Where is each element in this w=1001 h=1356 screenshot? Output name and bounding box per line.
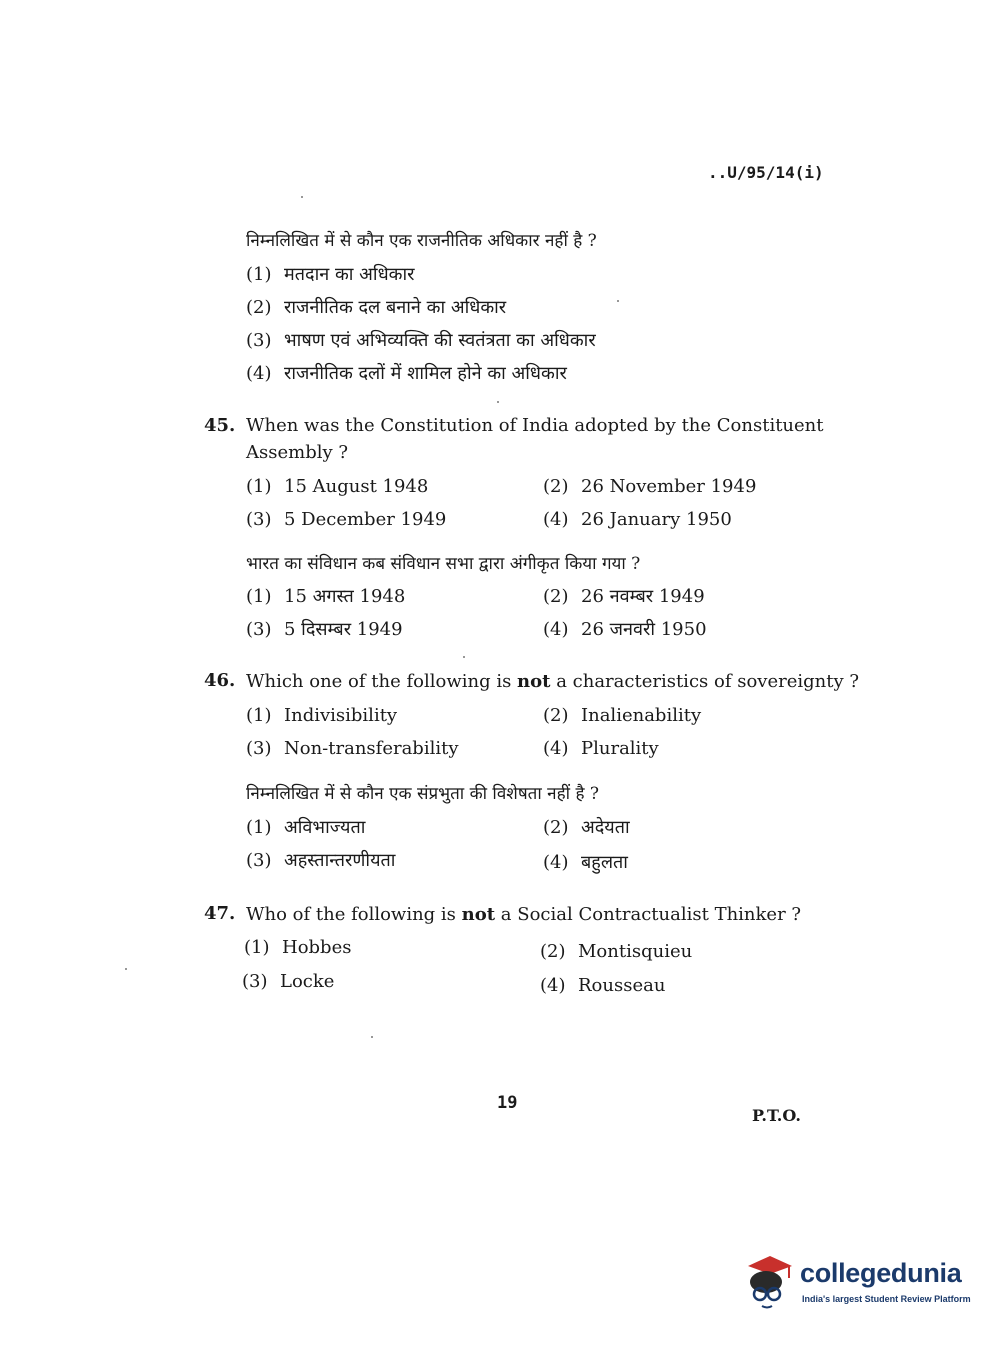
q46-option-2: (2) Inalienability	[543, 705, 702, 726]
scan-speck	[617, 300, 619, 302]
q45-hindi-question: भारत का संविधान कब संविधान सभा द्वारा अंगीकृत किया गया ?	[246, 554, 641, 574]
q45-number: 45.	[204, 415, 236, 436]
q46-hindi-question: निम्नलिखित में से कौन एक संप्रभुता की विशेषता नहीं है ?	[246, 784, 599, 804]
paper-code: ..U/95/14(i)	[708, 163, 824, 182]
q45-hindi-option-1: (1) 15 अगस्त 1948	[246, 586, 406, 607]
q45-option-2: (2) 26 November 1949	[543, 476, 757, 497]
q45-question-line1: When was the Constitution of India adopted by the Constituent	[246, 415, 824, 436]
mascot-icon	[740, 1252, 798, 1312]
q45-option-4: (4) 26 January 1950	[543, 509, 732, 530]
scan-speck	[463, 656, 465, 658]
q46-hindi-option-2: (2) अदेयता	[543, 817, 630, 838]
q44-hindi-option-4: (4) राजनीतिक दलों में शामिल होने का अधिकार	[246, 363, 567, 384]
q45-question-line2: Assembly ?	[246, 442, 349, 463]
scan-speck	[125, 968, 127, 970]
scan-speck	[497, 401, 499, 403]
q46-number: 46.	[204, 670, 236, 691]
q45-hindi-option-3: (3) 5 दिसम्बर 1949	[246, 619, 403, 640]
q44-hindi-question: निम्नलिखित में से कौन एक राजनीतिक अधिकार नहीं है ?	[246, 231, 597, 251]
q47-option-1: (1) Hobbes	[244, 937, 352, 958]
q44-hindi-option-2: (2) राजनीतिक दल बनाने का अधिकार	[246, 297, 507, 318]
logo-brand: collegedunia	[800, 1258, 962, 1288]
q46-hindi-option-1: (1) अविभाज्यता	[246, 817, 366, 838]
logo-tagline: India's largest Student Review Platform	[802, 1294, 971, 1304]
q46-option-4: (4) Plurality	[543, 738, 659, 759]
q46-option-1: (1) Indivisibility	[246, 705, 398, 726]
q46-hindi-option-4: (4) बहुलता	[543, 852, 628, 873]
q46-option-3: (3) Non-transferability	[246, 738, 459, 759]
q44-hindi-option-3: (3) भाषण एवं अभिव्यक्ति की स्वतंत्रता का अधिकार	[246, 330, 596, 351]
q47-option-2: (2) Montisquieu	[540, 941, 693, 962]
scan-speck	[371, 1036, 373, 1038]
page-number: 19	[497, 1093, 518, 1113]
pto-label: P.T.O.	[752, 1106, 801, 1125]
q45-option-1: (1) 15 August 1948	[246, 476, 429, 497]
q47-option-3: (3) Locke	[242, 971, 335, 992]
q47-question: Who of the following is not a Social Contractualist Thinker ?	[246, 904, 802, 925]
collegedunia-logo	[740, 1252, 972, 1312]
q45-hindi-option-2: (2) 26 नवम्बर 1949	[543, 586, 705, 607]
q45-option-3: (3) 5 December 1949	[246, 509, 447, 530]
q44-hindi-option-1: (1) मतदान का अधिकार	[246, 264, 415, 285]
q46-hindi-option-3: (3) अहस्तान्तरणीयता	[246, 850, 396, 871]
q47-option-4: (4) Rousseau	[540, 975, 666, 996]
q47-number: 47.	[204, 903, 236, 924]
q45-hindi-option-4: (4) 26 जनवरी 1950	[543, 619, 707, 640]
scan-speck	[301, 196, 303, 198]
q46-question: Which one of the following is not a characteristics of sovereignty ?	[246, 671, 859, 692]
